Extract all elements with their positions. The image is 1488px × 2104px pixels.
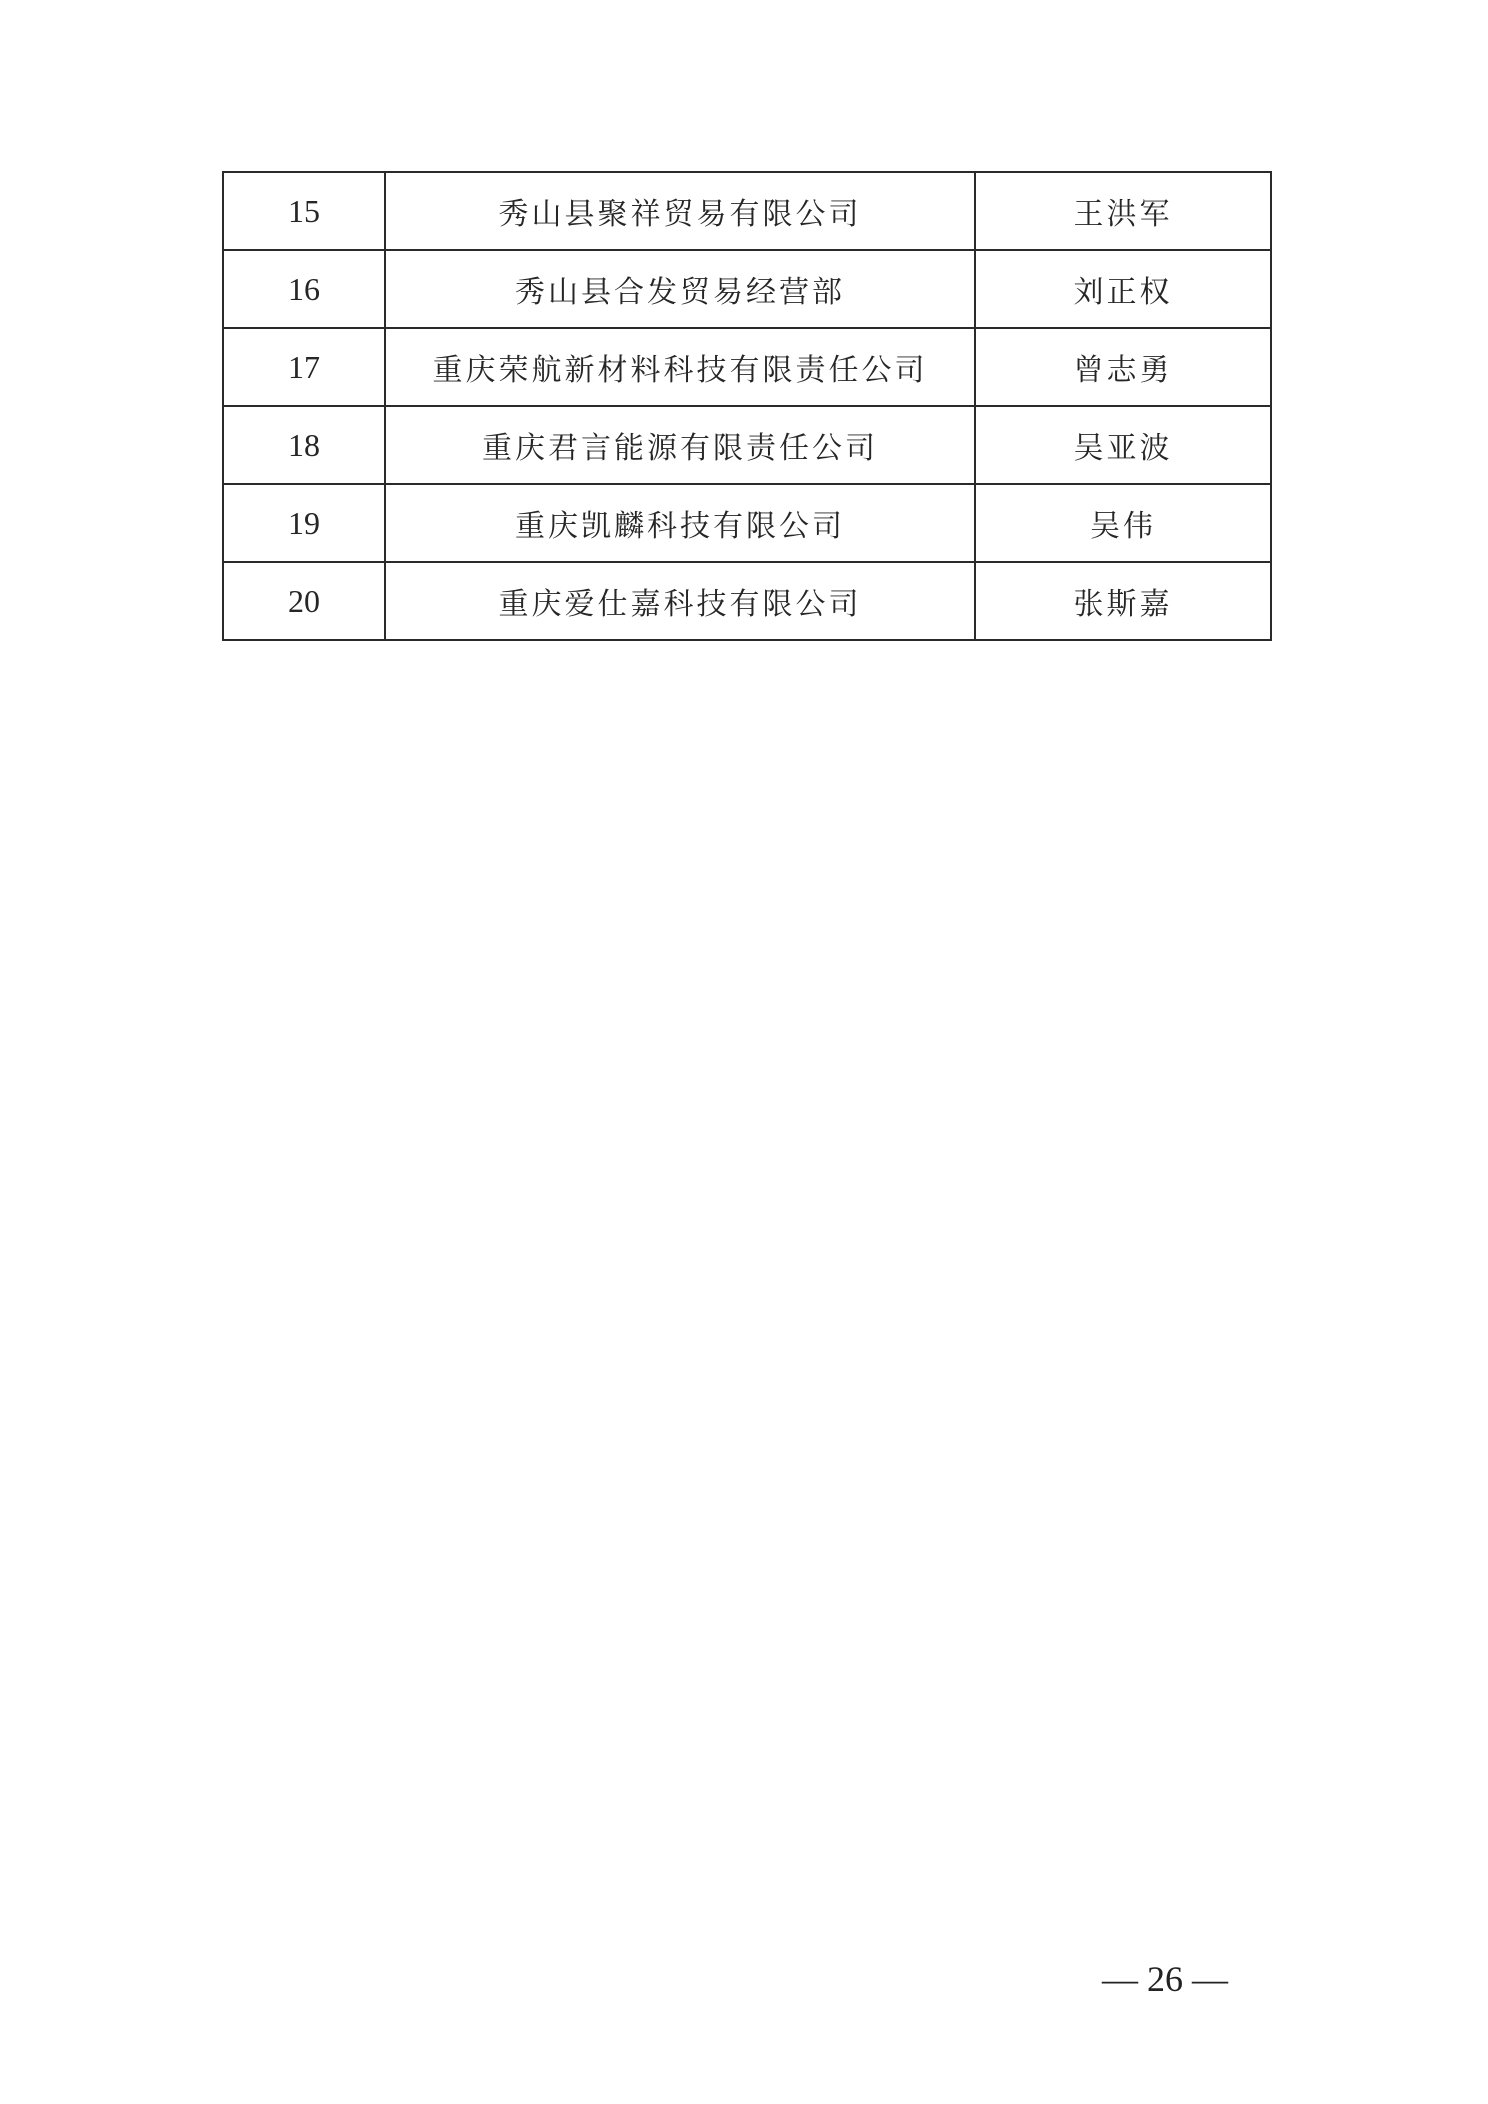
- contact-person: 刘正权: [975, 250, 1271, 328]
- row-number: 16: [223, 250, 385, 328]
- company-list-body: [223, 172, 1271, 640]
- company-name: 秀山县聚祥贸易有限公司: [385, 172, 975, 250]
- company-list-table: [222, 171, 1272, 641]
- contact-person: 张斯嘉: [975, 562, 1271, 640]
- table-row: [223, 328, 1271, 406]
- company-name: 重庆爱仕嘉科技有限公司: [385, 562, 975, 640]
- contact-person: 吴伟: [975, 484, 1271, 562]
- contact-person: 曾志勇: [975, 328, 1271, 406]
- row-number: 17: [223, 328, 385, 406]
- row-number: 20: [223, 562, 385, 640]
- table-row: [223, 172, 1271, 250]
- table-row: [223, 562, 1271, 640]
- company-name: 重庆君言能源有限责任公司: [385, 406, 975, 484]
- company-name: 重庆荣航新材料科技有限责任公司: [385, 328, 975, 406]
- contact-person: 王洪军: [975, 172, 1271, 250]
- table-row: [223, 484, 1271, 562]
- company-name: 重庆凯麟科技有限公司: [385, 484, 975, 562]
- table-row: [223, 250, 1271, 328]
- row-number: 19: [223, 484, 385, 562]
- page-number: — 26 —: [1102, 1959, 1228, 1999]
- row-number: 18: [223, 406, 385, 484]
- table-row: [223, 406, 1271, 484]
- contact-person: 吴亚波: [975, 406, 1271, 484]
- row-number: 15: [223, 172, 385, 250]
- company-name: 秀山县合发贸易经营部: [385, 250, 975, 328]
